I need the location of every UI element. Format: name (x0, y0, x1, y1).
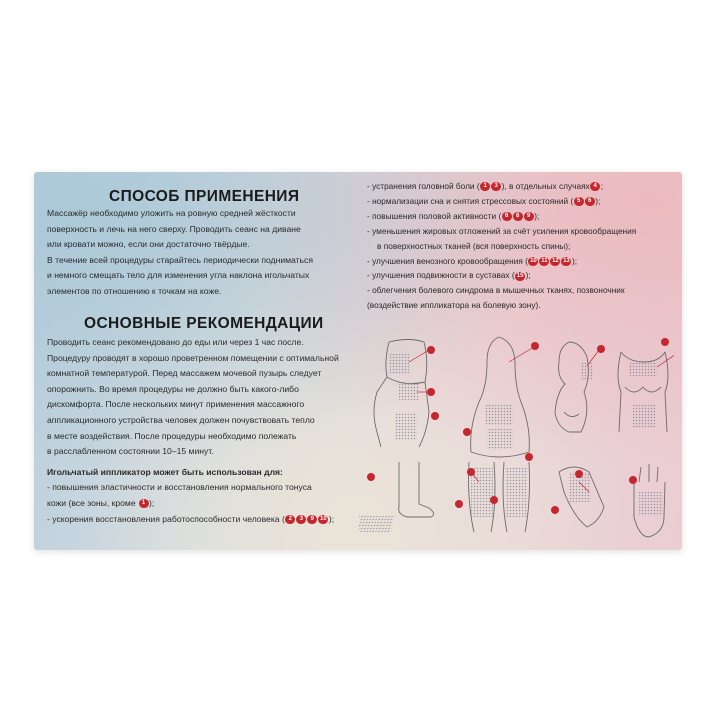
zone-area (471, 467, 493, 517)
methods-text (47, 206, 313, 300)
usage-line: в поверхностных тканей (вся поверхность спины); (377, 240, 571, 251)
zone-badge: 13 (563, 257, 570, 264)
usage-heading: Игольчатый иппликатор может быть использован для: (47, 466, 283, 477)
usage-line (367, 194, 636, 209)
zone-badge: 15 (516, 272, 524, 279)
zone-area (395, 412, 417, 440)
usage-line: (воздействие иппликатора на болевую зону). (367, 300, 541, 311)
zone-badge: 6 (585, 197, 595, 206)
zone-area (487, 428, 513, 450)
zone-marker (431, 412, 439, 420)
usage-line (47, 512, 339, 528)
usage-line: - уменьшения жировых отложений за счёт усиления кровообращения (367, 225, 637, 236)
methods-title: СПОСОБ ПРИМЕНЕНИЯ (109, 188, 300, 205)
body-zones-svg (359, 332, 674, 546)
zone-area (389, 354, 409, 374)
zone-marker (551, 506, 559, 514)
usage-text: - нормализации сна и снятия стрессовых состояний ( (367, 195, 574, 206)
instruction-card (34, 172, 682, 550)
text-line: Проводить сеанс рекомендовано до еды или через 1 час после. (47, 337, 304, 347)
usage-text: ; (600, 181, 604, 191)
text-line: Процедуру проводят в хорошо проветренном помещении с оптимальной (47, 352, 339, 363)
zone-area (505, 467, 527, 517)
usage-text: - повышения половой активности ( (367, 210, 502, 221)
zone-marker (467, 468, 475, 476)
zone-marker (455, 500, 463, 508)
zone-badge: 2 (285, 515, 295, 524)
usage-line (47, 496, 339, 512)
zone-marker (597, 345, 605, 353)
figure-front-torso (618, 352, 668, 432)
figure-profile (555, 342, 593, 432)
zone-badge: 1 (480, 182, 490, 191)
usage-line (367, 254, 636, 269)
zone-badge: 6 (502, 212, 512, 221)
body-zones-illustration (359, 332, 674, 546)
usage-line (367, 209, 636, 224)
zone-badge: 12 (552, 257, 559, 264)
recommendations-title: ОСНОВНЫЕ РЕКОМЕНДАЦИИ (84, 315, 324, 332)
zone-marker (661, 338, 669, 346)
text-line: аппликационного устройства человек должен почувствовать тепло (47, 414, 315, 425)
figure-feet (359, 462, 434, 532)
usage-text: ); (534, 210, 540, 221)
zone-marker (575, 470, 583, 478)
usage-list (367, 179, 636, 313)
text-line: Массажёр необходимо уложить на ровную средней жёсткости (47, 208, 296, 218)
usage-line (367, 179, 636, 194)
text-line: в расслабленном состоянии 10–15 минут. (47, 446, 214, 457)
text-line: опорожнить. Во время процедуры не должно быть какого-либо (47, 383, 299, 394)
zone-badge: 5 (574, 197, 584, 206)
zone-badge: 3 (491, 182, 501, 191)
zone-badge: 9 (524, 212, 534, 221)
zone-marker (490, 496, 498, 504)
zone-marker (525, 453, 533, 461)
usage-text: кожи (все зоны, кроме (47, 497, 138, 508)
usage-text: ); (149, 497, 155, 508)
figure-hand (634, 464, 665, 537)
zone-marker (463, 428, 471, 436)
zone-marker (531, 342, 539, 350)
text-line: элементов по отношению к точкам на коже. (47, 285, 222, 296)
usage-line (367, 268, 636, 283)
zone-badge: 3 (296, 515, 306, 524)
usage-text: ), в отдельных случаях (501, 181, 590, 191)
zone-marker (427, 346, 435, 354)
zone-area (359, 516, 395, 532)
usage-text: - улучшения подвижности в суставах ( (367, 270, 515, 281)
zone-marker (427, 388, 435, 396)
recommendations-text (47, 335, 339, 527)
usage-text: - устранения головной боли ( (367, 181, 480, 191)
zone-badge: 1 (139, 499, 149, 508)
figure-legs (469, 462, 530, 532)
zone-badge: 9 (307, 515, 317, 524)
zone-area (399, 382, 419, 400)
zone-area (633, 404, 655, 428)
zone-marker (367, 473, 375, 481)
zone-area (629, 362, 657, 376)
zone-badge: 10 (530, 257, 537, 264)
zone-area (485, 404, 513, 426)
text-line: или кровати можно, если они достаточно твёрдые. (47, 239, 250, 250)
text-line: поверхность и лечь на него сверху. Проводить сеанс на диване (47, 223, 301, 234)
text-line: В течение всей процедуры старайтесь периодически подниматься (47, 254, 313, 265)
usage-text: - ускорения восстановления работоспособности человека ( (47, 513, 285, 524)
text-line: дискомфорта. После нескольких минут применения массажного (47, 399, 305, 410)
text-line: в месте воздействия. После процедуры необходимо полежать (47, 430, 297, 441)
text-line: и немного смещать тело для изменения угла наклона игольчатых (47, 270, 310, 281)
text-line: комнатной температурой. Перед массажем мочевой пузырь следует (47, 368, 322, 379)
figure-back-torso (374, 340, 429, 448)
zone-badge: 11 (541, 257, 548, 264)
usage-text: ); (525, 270, 531, 281)
zone-badge: 10 (319, 515, 327, 522)
usage-text: ); (595, 195, 601, 206)
zone-area (639, 492, 663, 516)
usage-text: ); (328, 513, 335, 524)
zone-area (581, 362, 593, 380)
usage-text: - улучшения венозного кровообращения ( (367, 255, 528, 266)
usage-line: - повышения эластичности и восстановления нормального тонуса (47, 482, 312, 493)
usage-line: - облегчения болевого синдрома в мышечных тканях, позвоночник (367, 285, 625, 296)
zone-badge: 4 (590, 182, 600, 191)
zone-marker (629, 476, 637, 484)
usage-text: ); (571, 255, 578, 266)
zone-badge: 8 (513, 212, 523, 221)
